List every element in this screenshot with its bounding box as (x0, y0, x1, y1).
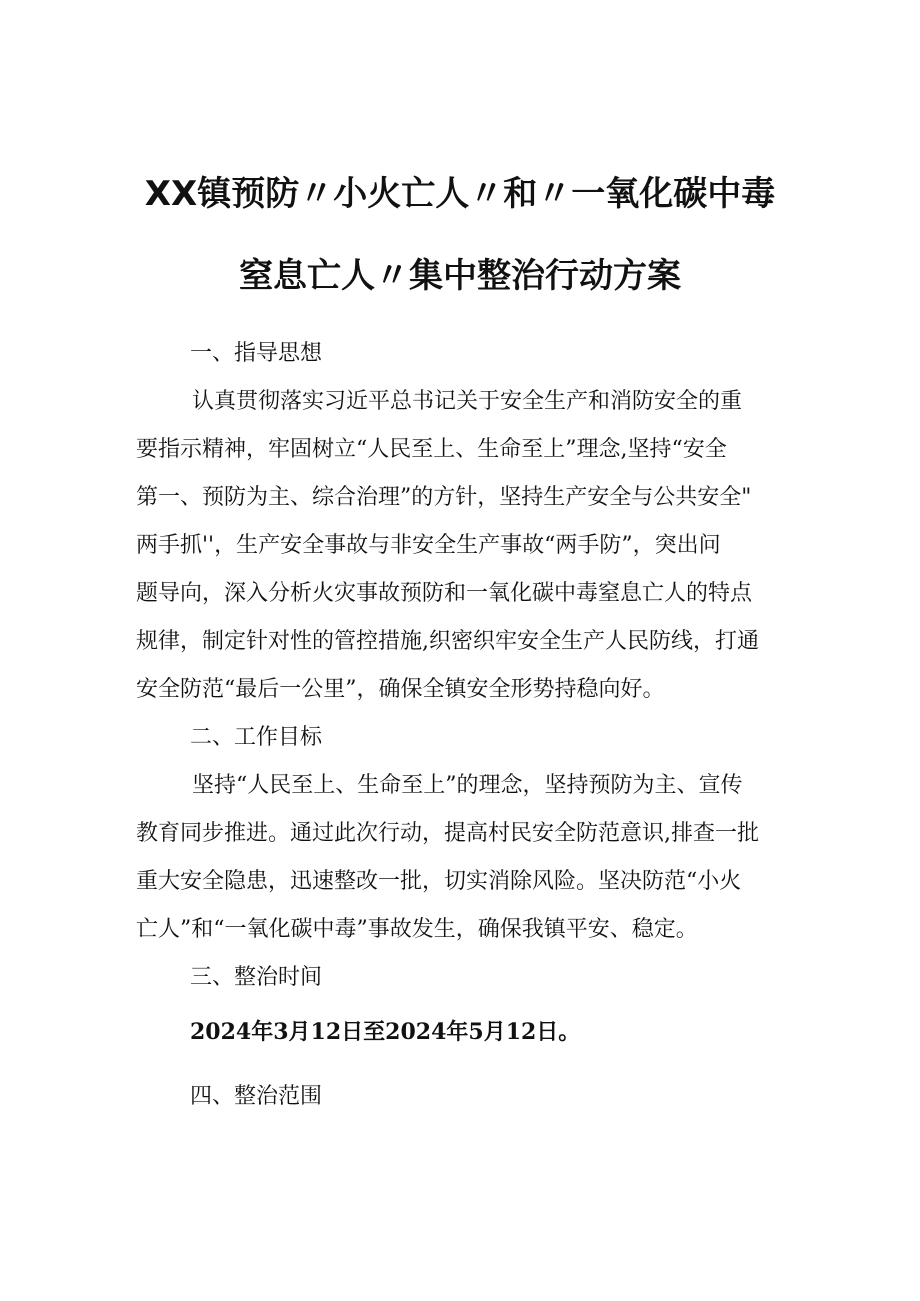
paragraph-line: 要指示精神，牢固树立“人民至上、生命至上”理念,坚持“安全 (136, 437, 727, 462)
section-heading-rectification-scope: 四、整治范围 (190, 1084, 323, 1109)
paragraph-line: 认真贯彻落实习近平总书记关于安全生产和消防安全的重 (192, 389, 743, 414)
section-heading-guiding-ideology: 一、指导思想 (190, 341, 323, 366)
paragraph-line: 两手抓''，生产安全事故与非安全生产事故“两手防”，突出问 (136, 533, 721, 558)
paragraph-line: 坚持“人民至上、生命至上”的理念，坚持预防为主、宣传 (192, 773, 743, 798)
rectification-period-text (190, 1017, 580, 1048)
paragraph-line: 题导向，深入分析火灾事故预防和一氧化碳中毒窒息亡人的特点 (136, 581, 753, 606)
paragraph-line: 规律，制定针对性的管控措施,织密织牢安全生产人民防线，打通 (136, 629, 759, 654)
document-title-line-2: 窒息亡人〃集中整治行动方案 (239, 256, 681, 296)
document-title-line-1: XX镇预防〃小火亡人〃和〃一氧化碳中毒 (144, 174, 776, 214)
section-heading-rectification-time: 三、整治时间 (190, 965, 323, 990)
section-body-guiding-ideology (136, 378, 796, 714)
rectification-period-dates: 2024年3月12日至2024年5月12日。 (190, 1019, 581, 1045)
paragraph-line: 第一、预防为主、综合治理”的方针，坚持生产安全与公共安全" (136, 485, 752, 510)
paragraph-line: 教育同步推进。通过此次行动，提高村民安全防范意识,排查一批 (136, 821, 759, 846)
section-heading-work-goals: 二、工作目标 (190, 725, 323, 750)
paragraph-line: 安全防范“最后一公里”，确保全镇安全形势持稳向好。 (136, 677, 665, 702)
paragraph-line: 重大安全隐患，迅速整改一批，切实消除风险。坚决防范“小火 (136, 869, 742, 894)
section-body-work-goals (136, 762, 796, 954)
paragraph-line: 亡人”和“一氧化碳中毒”事故发生，确保我镇平安、稳定。 (136, 917, 698, 942)
